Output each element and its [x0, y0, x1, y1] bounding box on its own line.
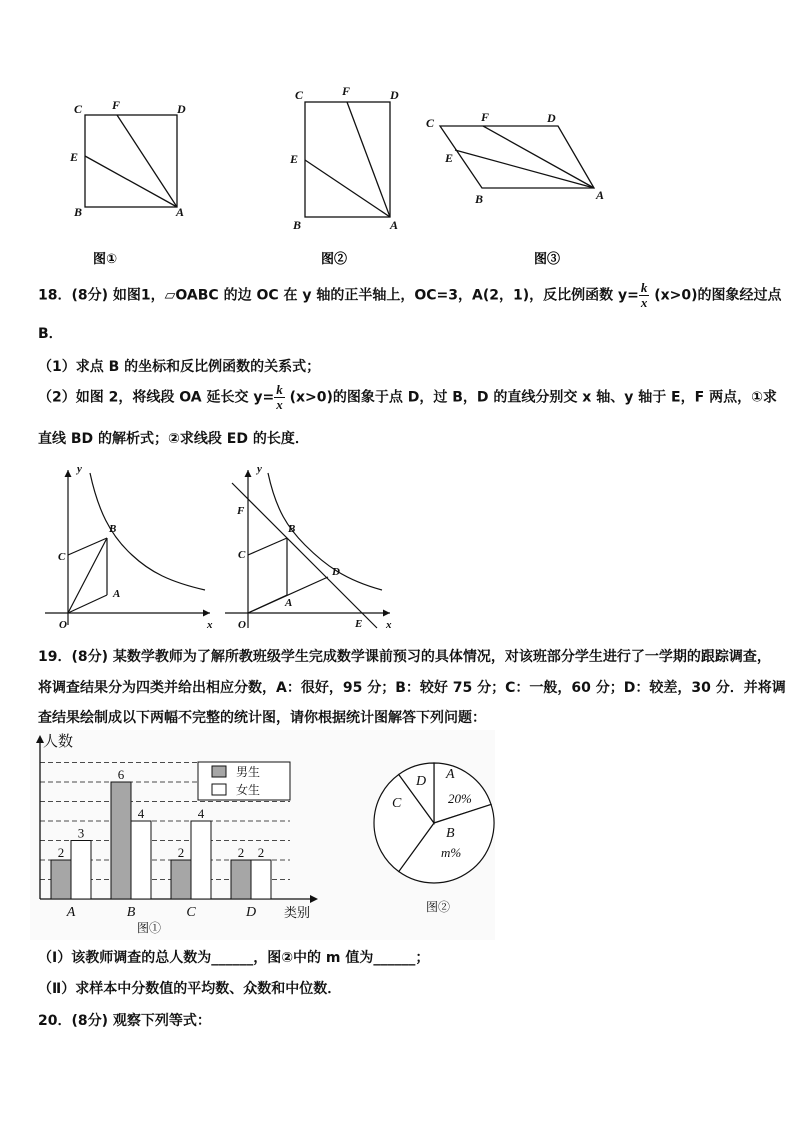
legend-label-male: 男生 [236, 765, 261, 779]
q18-frac-num: k [640, 280, 648, 295]
bar-C-female [191, 821, 211, 899]
legend-swatch-female [212, 784, 226, 795]
x-axis-label: 类别 [284, 905, 311, 920]
bar-C-male [171, 860, 191, 899]
category-label-B: B [126, 905, 136, 920]
graph1-C: C [58, 551, 66, 563]
bar-value-label: 2 [237, 845, 245, 860]
q18-line1-a: 18．(8分) 如图1，▱OABC 的边 OC 在 y 轴的正半轴上，OC=3，A(2，1)，反比例函数 y= [38, 287, 639, 304]
fig1-caption: 图① [93, 252, 118, 267]
bar-D-male [231, 860, 251, 899]
q18-sub2-line1 [38, 383, 777, 412]
graph2-O: O [238, 619, 246, 631]
bar-B-female [131, 821, 151, 899]
fig2-label-C: C [295, 88, 304, 102]
legend-label-female: 女生 [236, 783, 261, 797]
chart1-caption: 图① [137, 921, 162, 935]
q19-sub2: （Ⅱ）求样本中分数值的平均数、众数和中位数． [38, 981, 342, 997]
q18-graphs [0, 455, 794, 635]
bar-value-label: 2 [177, 845, 185, 860]
fig3-label-A: A [596, 188, 605, 202]
q19-sub1: （Ⅰ）该教师调查的总人数为______，图②中的 m 值为______； [38, 950, 430, 966]
q18-sub2-fraction [274, 383, 285, 412]
pie-value-A: 20% [448, 791, 472, 806]
q18-frac-den: x [640, 295, 648, 310]
bar-value-label: 4 [197, 806, 205, 821]
q18-sub1: （1）求点 B 的坐标和反比例函数的关系式； [38, 359, 321, 375]
fig2-caption: 图② [321, 251, 348, 266]
category-label-D: D [245, 905, 257, 920]
graph2-x: x [386, 619, 392, 631]
bar-D-female [251, 860, 271, 899]
legend-swatch-male [212, 766, 226, 777]
fig3-label-F: F [481, 110, 490, 124]
top-figures [0, 80, 794, 275]
graph2-F: F [237, 505, 245, 517]
y-axis-label: 人数 [43, 734, 74, 750]
fig1-label-F: F [112, 98, 121, 112]
graph1-y: y [77, 463, 82, 475]
q19-line3: 查结果绘制成以下两幅不完整的统计图，请你根据统计图解答下列问题： [38, 710, 486, 726]
graph1-A: A [113, 588, 121, 600]
fig1-label-D: D [177, 102, 186, 116]
graph2-y: y [257, 463, 262, 475]
graph1-O: O [59, 619, 67, 631]
figure-3 [440, 126, 594, 188]
figure-1 [85, 115, 177, 207]
q20-line1: 20．(8分) 观察下列等式： [38, 1013, 211, 1029]
q18-line1-b: (x>0)的图象经过点 [649, 287, 782, 304]
bar-value-label: 3 [77, 825, 85, 841]
graph2-A: A [285, 597, 293, 609]
fig1-label-E: E [70, 150, 79, 164]
graph1-B: B [109, 523, 117, 535]
bar-value-label: 6 [117, 767, 125, 782]
q18-sub2-b: (x>0)的图象于点 D，过 B，D 的直线分别交 x 轴、y 轴于 E，F 两点，①求 [284, 389, 777, 406]
graph2-E: E [355, 618, 363, 630]
q18-sub2-line2: 直线 BD 的解析式；②求线段 ED 的长度． [38, 431, 309, 447]
fig3-label-B: B [475, 192, 484, 206]
fig3-label-C: C [426, 116, 435, 130]
pie-label-D: D [416, 774, 427, 789]
fig3-caption: 图③ [534, 251, 561, 266]
figure-2 [305, 102, 390, 217]
pie-label-B: B [446, 826, 455, 841]
bar-value-label: 4 [137, 806, 145, 821]
pie-label-C: C [392, 796, 402, 811]
graph-1 [45, 470, 210, 625]
graph-2 [225, 470, 390, 628]
fig1-label-B: B [74, 205, 83, 219]
fig1-label-C: C [74, 102, 83, 116]
q18-sub2-frac-den: x [276, 397, 283, 412]
bar-A-female [71, 841, 91, 900]
q19-line2: 将调查结果分为四类并给出相应分数，A：很好，95 分；B：较好 75 分；C：一般，60 分；D：较差，30 分．并将调 [38, 680, 786, 696]
q18-line2: B． [38, 326, 63, 342]
fig2-label-D: D [390, 88, 399, 102]
bar-A-male [51, 860, 71, 899]
category-label-C: C [186, 905, 196, 920]
chart2-caption: 图② [426, 900, 451, 914]
fig1-label-A: A [176, 205, 185, 219]
graph2-D: D [332, 566, 340, 578]
fig2-label-F: F [342, 84, 351, 98]
q19-line1: 19．(8分) 某数学教师为了解所教班级学生完成数学课前预习的具体情况，对该班部分学生进行了一学期的跟踪调查， [38, 649, 771, 665]
q18-sub2-a: （2）如图 2，将线段 OA 延长交 y= [38, 389, 275, 406]
fig3-label-E: E [445, 151, 454, 165]
fig3-label-D: D [547, 111, 556, 125]
pie-label-A: A [446, 767, 455, 782]
q19-charts [0, 728, 794, 940]
q18-line1 [38, 281, 782, 310]
pie-value-B: m% [441, 845, 462, 860]
graph2-C: C [238, 549, 246, 561]
bar-B-male [111, 782, 131, 899]
q18-sub2-frac-num: k [276, 382, 283, 397]
category-label-A: A [66, 905, 76, 920]
bar-value-label: 2 [57, 845, 65, 860]
graph1-x: x [207, 619, 213, 631]
graph2-B: B [288, 523, 296, 535]
fig2-label-A: A [390, 218, 399, 232]
fig2-label-B: B [293, 218, 302, 232]
q18-fraction [639, 281, 650, 310]
bar-value-label: 2 [257, 845, 265, 860]
fig2-label-E: E [290, 152, 299, 166]
